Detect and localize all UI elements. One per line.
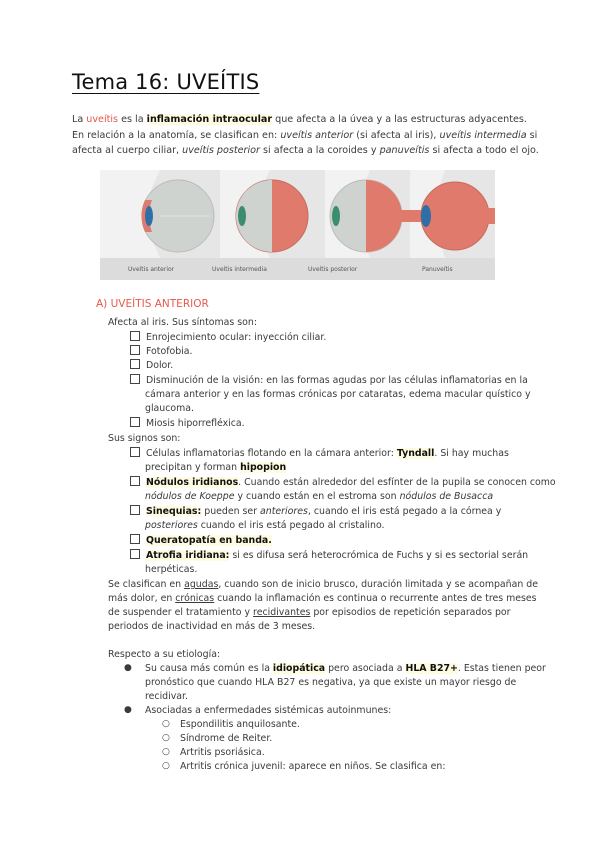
symptom-item: Miosis hiporrefléxica. [130,417,245,431]
sign-item: Atrofia iridiana: si es difusa será heterocrómica de Fuchs y si es sectorial serán [130,549,528,563]
eye-anterior [142,180,215,252]
checkbox[interactable] [130,549,140,559]
term-uveitis: uveítis [86,114,119,125]
sign-continuation: posteriores cuando el iris está pegado al cristalino. [145,520,385,531]
bullet-circle: ○ [162,719,170,729]
caption-posterior: Uveítis posterior [308,266,358,273]
etiology-item: Su causa más común es la idiopática pero asociada a HLA B27+. Estas tienen peor [145,663,546,674]
symptom-item: Dolor. [130,359,173,373]
autoimmune-item: Artritis crónica juvenil: aparece en niños. Se clasifica en: [180,761,446,772]
checkbox[interactable] [130,505,140,515]
etiology-intro: Respecto a su etiología: [108,649,221,660]
intro-paragraph: La uveítis es la inflamación intraocular que afecta a la úvea y a las estructuras adyacentes. En relación a la anatomía, se clasifican en: uveítis anterior (si afecta al iris), uveítis intermedia si afecta al cuerpo ciliar, uveítis posterior si afecta a la coroides y panuveítis si afecta a todo el ojo. [72,114,539,156]
checkbox[interactable] [130,476,140,486]
caption-anterior: Uveítis anterior [128,266,175,273]
checkbox[interactable] [130,534,140,544]
symptom-item: Fotofobia. [130,345,193,359]
checkbox[interactable] [130,331,140,341]
section-heading: A) UVEÍTIS ANTERIOR [96,298,209,310]
sign-continuation: herpéticas. [145,564,198,575]
symptom-item: Enrojecimiento ocular: inyección ciliar. [130,331,326,345]
etiology-continuation: pronóstico que cuando HLA B27 es negativa, ya que existe un mayor riesgo de [145,677,517,688]
sign-continuation: precipitan y forman hipopion [145,462,287,473]
classify-line: periodos de inactividad en más de 3 meses. [108,621,316,632]
affects-line: Afecta al iris. Sus síntomas son: [108,317,258,328]
etiology-continuation: recidivar. [145,691,188,702]
uveitis-types-figure [100,170,495,280]
symptom-continuation: cámara anterior y en las formas crónicas por cataratas, edema macular quístico y [145,389,531,400]
bullet-circle: ○ [162,733,170,743]
checkbox[interactable] [130,417,140,427]
checkbox[interactable] [130,447,140,457]
caption-panuveitis: Panuveítis [422,266,453,273]
classify-line: Se clasifican en agudas, cuando son de inicio brusco, duración limitada y se acompañan de [108,579,538,590]
symptom-continuation: glaucoma. [145,403,194,414]
autoimmune-item: Espondilitis anquilosante. [180,719,300,730]
checkbox[interactable] [130,374,140,384]
page-title: Tema 16: UVEÍTIS [72,70,260,94]
sign-item: Nódulos iridianos. Cuando están alrededor del esfínter de la pupila se conocen como [130,476,556,490]
autoimmune-item: Síndrome de Reiter. [180,733,273,744]
eye-panuveitis [421,182,495,250]
bullet-dot: ● [124,705,132,715]
term-inflamacion: inflamación intraocular [146,114,273,125]
eye-intermedia [236,180,308,252]
classify-line: más dolor, en crónicas cuando la inflamación es continua o recurrente antes de tres meses [108,593,537,604]
signs-intro: Sus signos son: [108,433,181,444]
sign-continuation: nódulos de Koeppe y cuando están en el estroma son nódulos de Busacca [145,491,494,502]
sign-item: Sinequias: pueden ser anteriores, cuando el iris está pegado a la córnea y [130,505,501,519]
symptom-item: Disminución de la visión: en las formas agudas por las células inflamatorias en la [130,374,528,388]
checkbox[interactable] [130,345,140,355]
caption-intermedia: Uveítis intermedia [212,266,267,273]
bullet-circle: ○ [162,761,170,771]
figure-captions [100,258,495,280]
checkbox[interactable] [130,359,140,369]
etiology-item: Asociadas a enfermedades sistémicas autoinmunes: [145,705,392,716]
autoimmune-item: Artritis psoriásica. [180,747,265,758]
bullet-dot: ● [124,663,132,673]
sign-item: Células inflamatorias flotando en la cámara anterior: Tyndall. Si hay muchas [130,447,509,461]
bullet-circle: ○ [162,747,170,757]
sign-item: Queratopatía en banda. [130,534,272,548]
classify-line: de suspender el tratamiento y recidivantes por episodios de repetición separados por [108,607,511,618]
